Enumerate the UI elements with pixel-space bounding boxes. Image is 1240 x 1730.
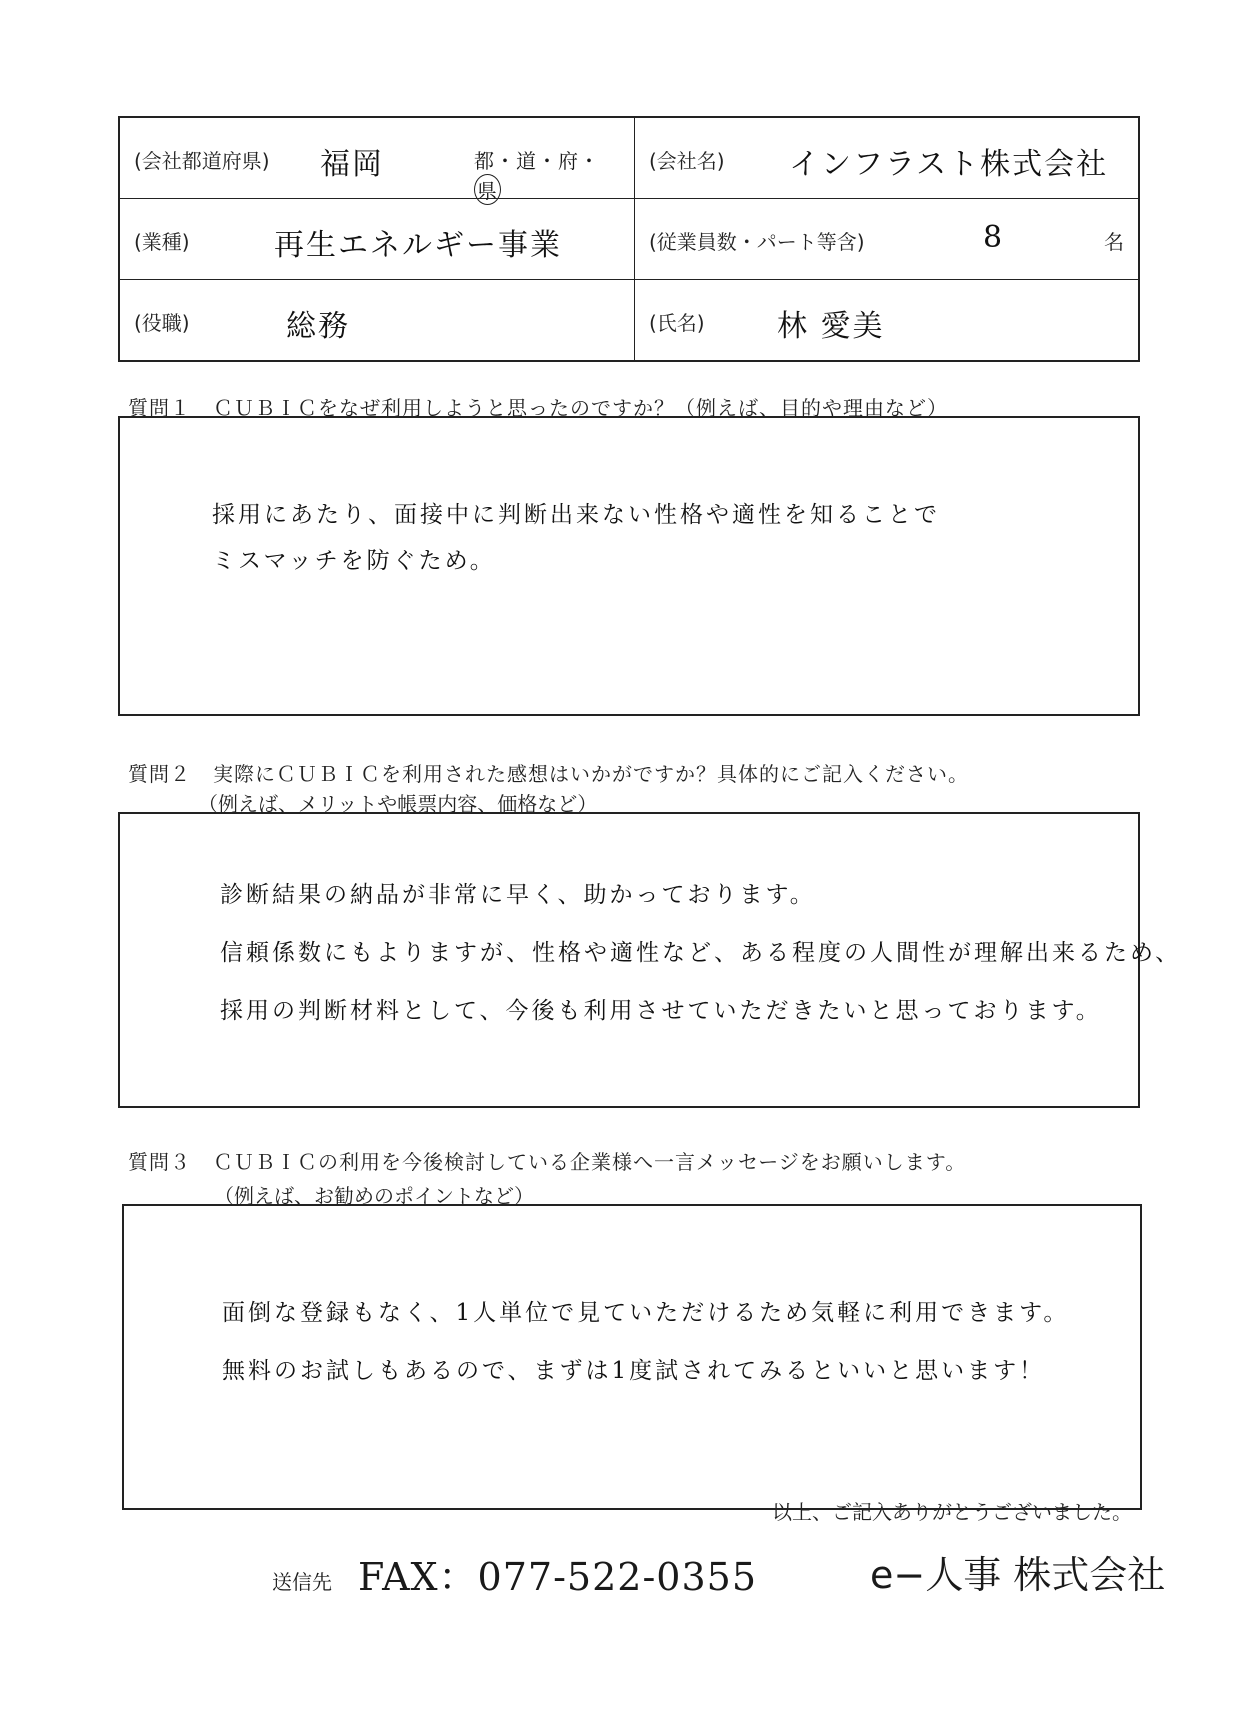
answer-1-line: ミスマッチを防ぐため。 <box>212 548 496 574</box>
question-3-number: 質問３ <box>128 1150 191 1174</box>
answer-3-box <box>122 1204 1142 1510</box>
answer-2-line: 採用の判断材料として、今後も利用させていただきたいと思っております。 <box>220 998 1102 1024</box>
industry-cell <box>119 199 635 280</box>
industry-value: 再生エネルギー事業 <box>274 228 562 263</box>
employees-label: (従業員数・パート等含) <box>649 230 865 254</box>
footer-send-to-label: 送信先 <box>272 1570 332 1594</box>
question-3-subtext: （例えば、お勧めのポイントなど） <box>214 1184 534 1208</box>
closing-message: 以上、ご記入ありがとうございました。 <box>772 1500 1132 1524</box>
name-label: (氏名) <box>649 311 705 335</box>
footer-fax-number: FAX：077-522-0355 <box>358 1555 758 1599</box>
answer-1-line: 採用にあたり、面接中に判断出来ない性格や適性を知ることで <box>212 502 940 528</box>
pref-option-ken-selected: 県 <box>474 174 501 205</box>
question-2-number: 質問２ <box>128 762 191 786</box>
pref-separator: ・ <box>537 149 558 173</box>
pref-separator: ・ <box>579 149 600 173</box>
company-label: (会社名) <box>649 149 725 173</box>
respondent-info-table <box>118 116 1140 362</box>
answer-3-line: 無料のお試しもあるので、まずは1度試されてみるといいと思います！ <box>222 1358 1046 1384</box>
question-1-text: ＣＵＢＩＣをなぜ利用しようと思ったのですか？（例えば、目的や理由など） <box>213 396 948 420</box>
company-cell <box>635 117 1140 199</box>
question-3-text: ＣＵＢＩＣの利用を今後検討している企業様へ一言メッセージをお願いします。 <box>213 1150 967 1174</box>
question-1-number: 質問１ <box>128 396 191 420</box>
position-value: 総務 <box>286 309 350 344</box>
name-value: 林 愛美 <box>777 309 885 344</box>
footer-company-name: e−人事 株式会社 <box>870 1553 1166 1597</box>
company-value: インフラスト株式会社 <box>789 147 1109 182</box>
question-3-title <box>128 1146 966 1175</box>
position-label: (役職) <box>134 311 190 335</box>
position-cell <box>119 280 635 362</box>
employees-unit: 名 <box>1104 230 1124 254</box>
name-cell <box>635 280 1140 362</box>
answer-1-box <box>118 416 1140 716</box>
question-2-text: 実際にＣＵＢＩＣを利用された感想はいかがですか？具体的にご記入ください。 <box>213 762 969 786</box>
pref-option-fu: 府 <box>558 149 579 173</box>
question-2-title <box>128 758 969 787</box>
answer-3-line: 面倒な登録もなく、1人単位で見ていただけるため気軽に利用できます。 <box>222 1300 1070 1326</box>
employees-value: 8 <box>983 220 1005 255</box>
pref-option-to: 都 <box>474 149 495 173</box>
employees-cell <box>635 199 1140 280</box>
answer-2-box <box>118 812 1182 1108</box>
answer-2-line: 信頼係数にもよりますが、性格や適性など、ある程度の人間性が理解出来るため、 <box>220 940 1182 966</box>
prefecture-label: (会社都道府県) <box>134 149 270 173</box>
prefecture-type-options <box>474 145 620 205</box>
prefecture-value: 福岡 <box>320 147 384 182</box>
prefecture-cell <box>119 117 635 203</box>
pref-separator: ・ <box>495 149 516 173</box>
question-2-subtext: （例えば、メリットや帳票内容、価格など） <box>198 792 598 816</box>
industry-label: (業種) <box>134 230 190 254</box>
answer-2-line: 診断結果の納品が非常に早く、助かっております。 <box>220 882 816 908</box>
pref-option-do: 道 <box>516 149 537 173</box>
